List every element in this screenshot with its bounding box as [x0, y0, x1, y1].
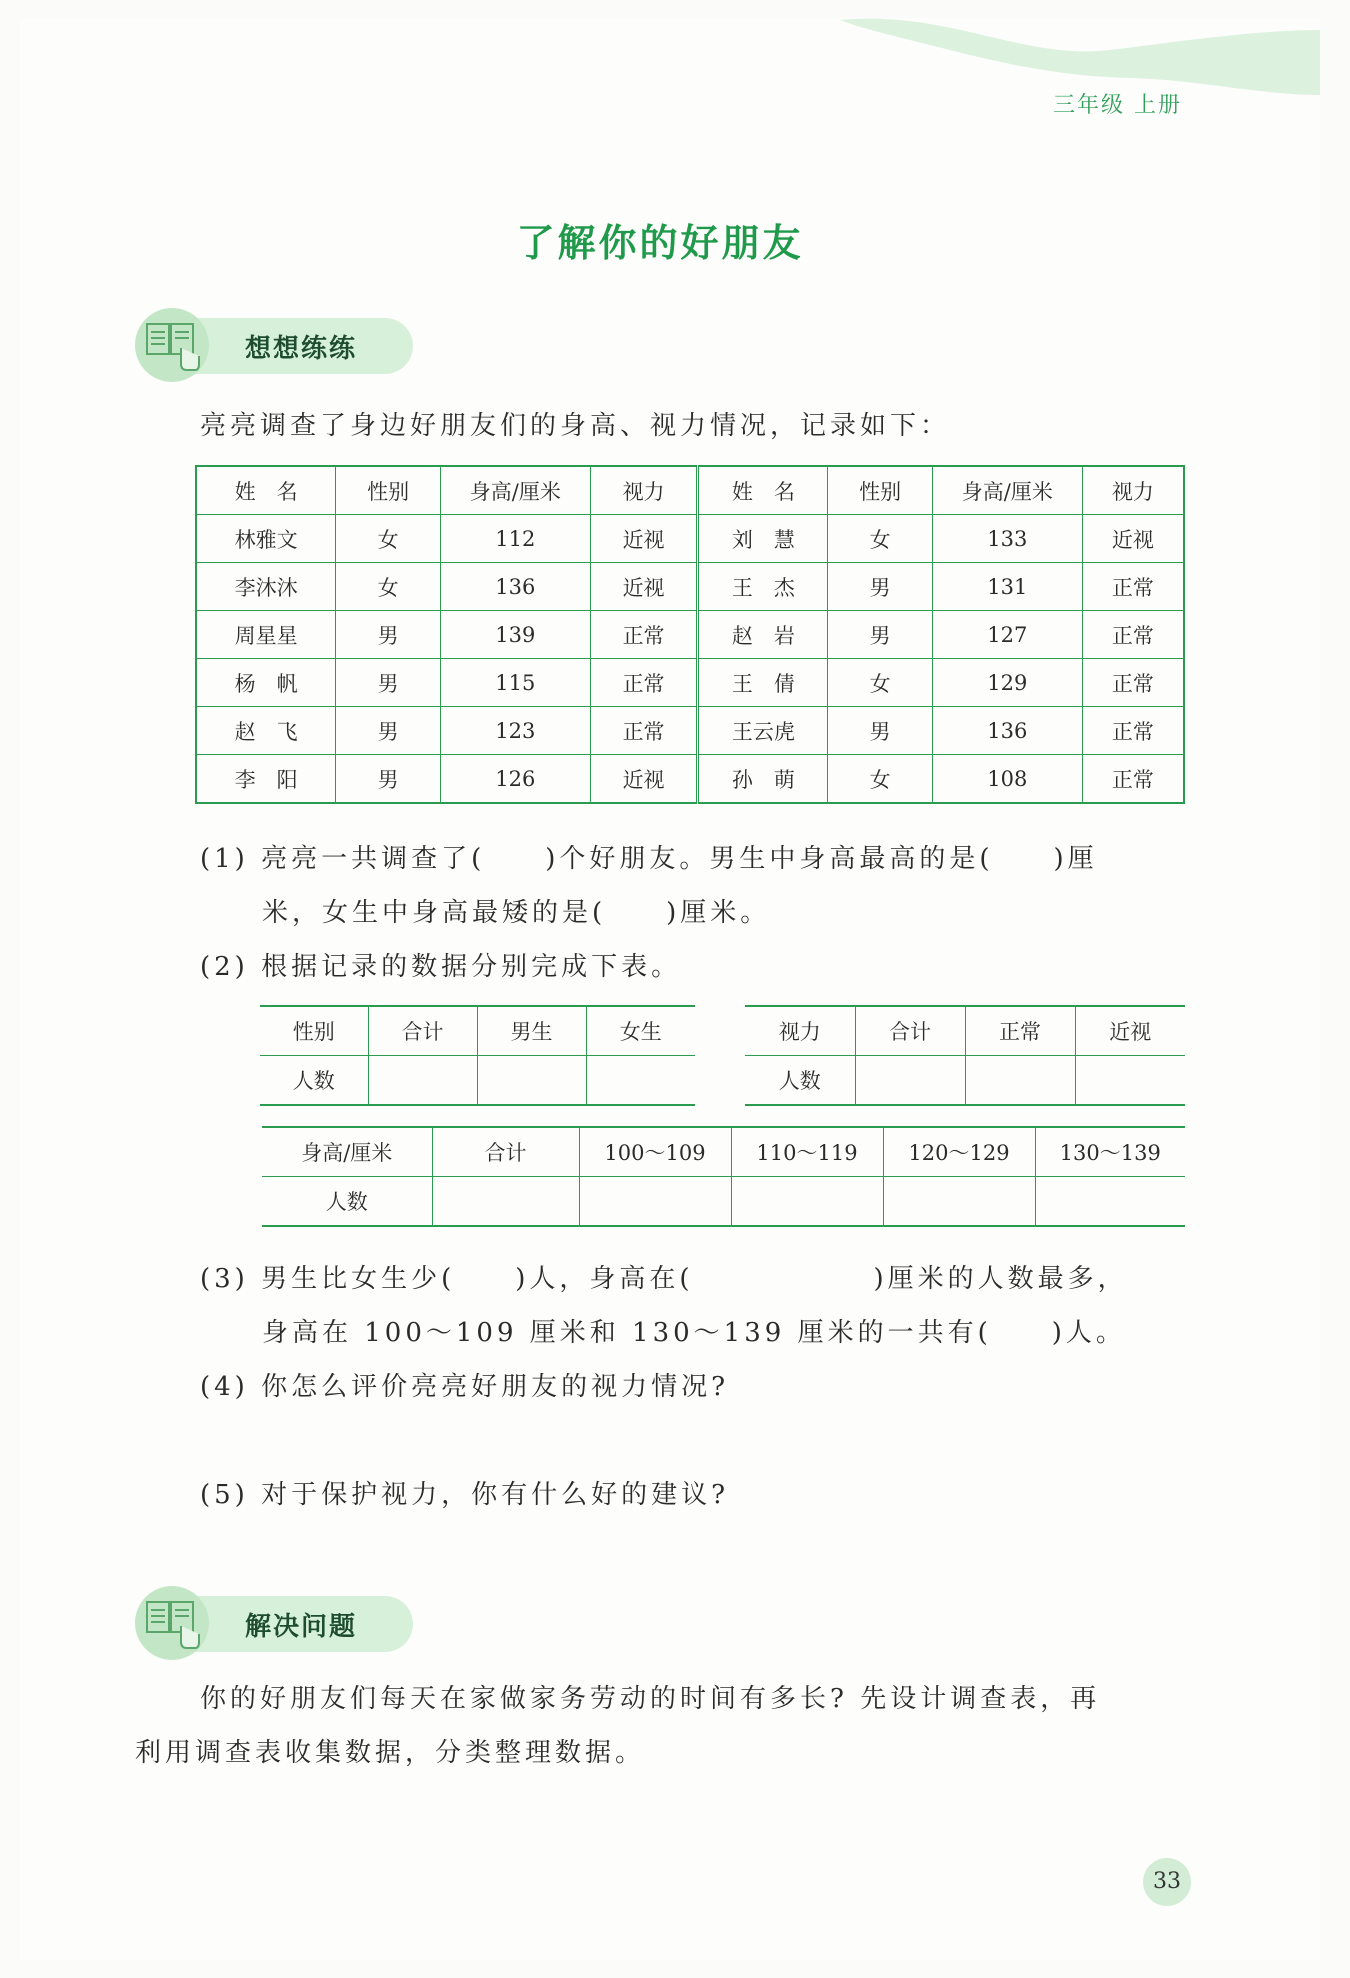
table-cell: 正常	[1082, 659, 1184, 707]
table-cell: 112	[441, 515, 591, 563]
answer-cell[interactable]	[368, 1056, 477, 1106]
table-cell: 男	[336, 755, 441, 804]
table-row	[196, 611, 1184, 659]
row-label: 人数	[745, 1056, 855, 1106]
header-cell: 合计	[432, 1127, 579, 1177]
header-cell: 130～139	[1035, 1127, 1185, 1177]
table-row	[196, 563, 1184, 611]
table-cell: 赵 岩	[698, 611, 828, 659]
table-cell: 115	[441, 659, 591, 707]
table-cell: 王 杰	[698, 563, 828, 611]
table-cell: 女	[828, 755, 933, 804]
table-cell: 136	[441, 563, 591, 611]
table-cell: 男	[828, 611, 933, 659]
header-cell: 女生	[586, 1006, 695, 1056]
table-cell: 赵 飞	[196, 707, 336, 755]
header-cell: 性别	[828, 466, 933, 515]
table-cell: 108	[932, 755, 1082, 804]
table-cell: 正常	[1082, 611, 1184, 659]
table-cell: 女	[336, 515, 441, 563]
table-header-row	[260, 1006, 695, 1056]
question-1-line-2: 米，女生中身高最矮的是( )厘米。	[262, 898, 771, 928]
header-cell: 身高/厘米	[262, 1127, 432, 1177]
table-cell: 近视	[590, 563, 698, 611]
table-cell: 正常	[1082, 707, 1184, 755]
table-cell: 正常	[590, 707, 698, 755]
section-badge-practice	[135, 308, 415, 382]
page-number: 33	[1143, 1858, 1191, 1906]
table-cell: 129	[932, 659, 1082, 707]
table-header-row	[745, 1006, 1185, 1056]
answer-cell[interactable]	[965, 1056, 1075, 1106]
table-cell: 近视	[1082, 515, 1184, 563]
question-2: (2) 根据记录的数据分别完成下表。	[200, 952, 682, 982]
table-row	[745, 1056, 1185, 1106]
intro-text: 亮亮调查了身边好朋友们的身高、视力情况，记录如下：	[200, 411, 951, 441]
table-cell: 女	[336, 563, 441, 611]
header-cell: 110～119	[731, 1127, 883, 1177]
table-cell: 126	[441, 755, 591, 804]
section-title-solve: 解决问题	[245, 1612, 358, 1642]
table-row	[196, 707, 1184, 755]
table-cell: 王 倩	[698, 659, 828, 707]
page-title: 了解你的好朋友	[516, 221, 804, 265]
vision-count-table	[745, 1005, 1185, 1106]
answer-cell[interactable]	[883, 1177, 1035, 1227]
solve-text-line-2: 利用调查表收集数据，分类整理数据。	[135, 1738, 646, 1768]
table-cell: 女	[828, 659, 933, 707]
row-label: 人数	[260, 1056, 368, 1106]
table-cell: 男	[336, 611, 441, 659]
header-cell: 正常	[965, 1006, 1075, 1056]
table-cell: 李沐沐	[196, 563, 336, 611]
header-cell: 合计	[855, 1006, 965, 1056]
height-count-table	[262, 1126, 1185, 1227]
table-row	[196, 659, 1184, 707]
header-cell: 100～109	[579, 1127, 731, 1177]
table-cell: 正常	[590, 659, 698, 707]
table-row	[260, 1056, 695, 1106]
table-cell: 133	[932, 515, 1082, 563]
gender-count-table	[260, 1005, 695, 1106]
table-cell: 女	[828, 515, 933, 563]
answer-cell[interactable]	[731, 1177, 883, 1227]
table-cell: 周星星	[196, 611, 336, 659]
table-cell: 139	[441, 611, 591, 659]
row-label: 人数	[262, 1177, 432, 1227]
section-badge-solve	[135, 1586, 415, 1660]
question-3-line-2: 身高在 100～109 厘米和 130～139 厘米的一共有( )人。	[262, 1318, 1126, 1348]
friends-data-table	[195, 465, 1185, 804]
question-3-line-1: (3) 男生比女生少( )人，身高在( )厘米的人数最多，	[200, 1264, 1128, 1294]
header-cell: 男生	[477, 1006, 586, 1056]
table-cell: 王云虎	[698, 707, 828, 755]
table-cell: 杨 帆	[196, 659, 336, 707]
table-cell: 近视	[590, 755, 698, 804]
solve-text-line-1: 你的好朋友们每天在家做家务劳动的时间有多长? 先设计调查表，再	[200, 1684, 1101, 1714]
table-cell: 正常	[1082, 755, 1184, 804]
table-cell: 男	[828, 563, 933, 611]
table-cell: 正常	[1082, 563, 1184, 611]
answer-cell[interactable]	[586, 1056, 695, 1106]
table-cell: 123	[441, 707, 591, 755]
answer-cell[interactable]	[579, 1177, 731, 1227]
table-row	[196, 755, 1184, 804]
section-title-practice: 想想练练	[245, 334, 358, 364]
answer-cell[interactable]	[855, 1056, 965, 1106]
header-cell: 姓 名	[196, 466, 336, 515]
grade-label: 三年级 上册	[1053, 93, 1182, 118]
header-cell: 性别	[260, 1006, 368, 1056]
question-4: (4) 你怎么评价亮亮好朋友的视力情况?	[200, 1372, 730, 1402]
table-cell: 正常	[590, 611, 698, 659]
table-cell: 刘 慧	[698, 515, 828, 563]
answer-cell[interactable]	[1075, 1056, 1185, 1106]
header-cell: 近视	[1075, 1006, 1185, 1056]
table-cell: 孙 萌	[698, 755, 828, 804]
table-cell: 林雅文	[196, 515, 336, 563]
answer-cell[interactable]	[1035, 1177, 1185, 1227]
header-cell: 120～129	[883, 1127, 1035, 1177]
header-cell: 视力	[1082, 466, 1184, 515]
header-cell: 身高/厘米	[932, 466, 1082, 515]
table-cell: 127	[932, 611, 1082, 659]
book-pointer-icon	[143, 318, 203, 374]
header-cell: 姓 名	[698, 466, 828, 515]
table-cell: 近视	[590, 515, 698, 563]
table-cell: 男	[336, 659, 441, 707]
answer-cell[interactable]	[477, 1056, 586, 1106]
table-header-row	[262, 1127, 1185, 1177]
table-header-row	[196, 466, 1184, 515]
table-cell: 136	[932, 707, 1082, 755]
question-5: (5) 对于保护视力，你有什么好的建议?	[200, 1480, 730, 1510]
header-cell: 视力	[590, 466, 698, 515]
table-row	[262, 1177, 1185, 1227]
header-cell: 视力	[745, 1006, 855, 1056]
answer-cell[interactable]	[432, 1177, 579, 1227]
header-cell: 身高/厘米	[441, 466, 591, 515]
book-pointer-icon	[143, 1596, 203, 1652]
question-1-line-1: (1) 亮亮一共调查了( )个好朋友。男生中身高最高的是( )厘	[200, 844, 1098, 874]
table-cell: 男	[336, 707, 441, 755]
table-row	[196, 515, 1184, 563]
table-cell: 李 阳	[196, 755, 336, 804]
table-cell: 131	[932, 563, 1082, 611]
table-cell: 男	[828, 707, 933, 755]
header-cell: 合计	[368, 1006, 477, 1056]
header-cell: 性别	[336, 466, 441, 515]
